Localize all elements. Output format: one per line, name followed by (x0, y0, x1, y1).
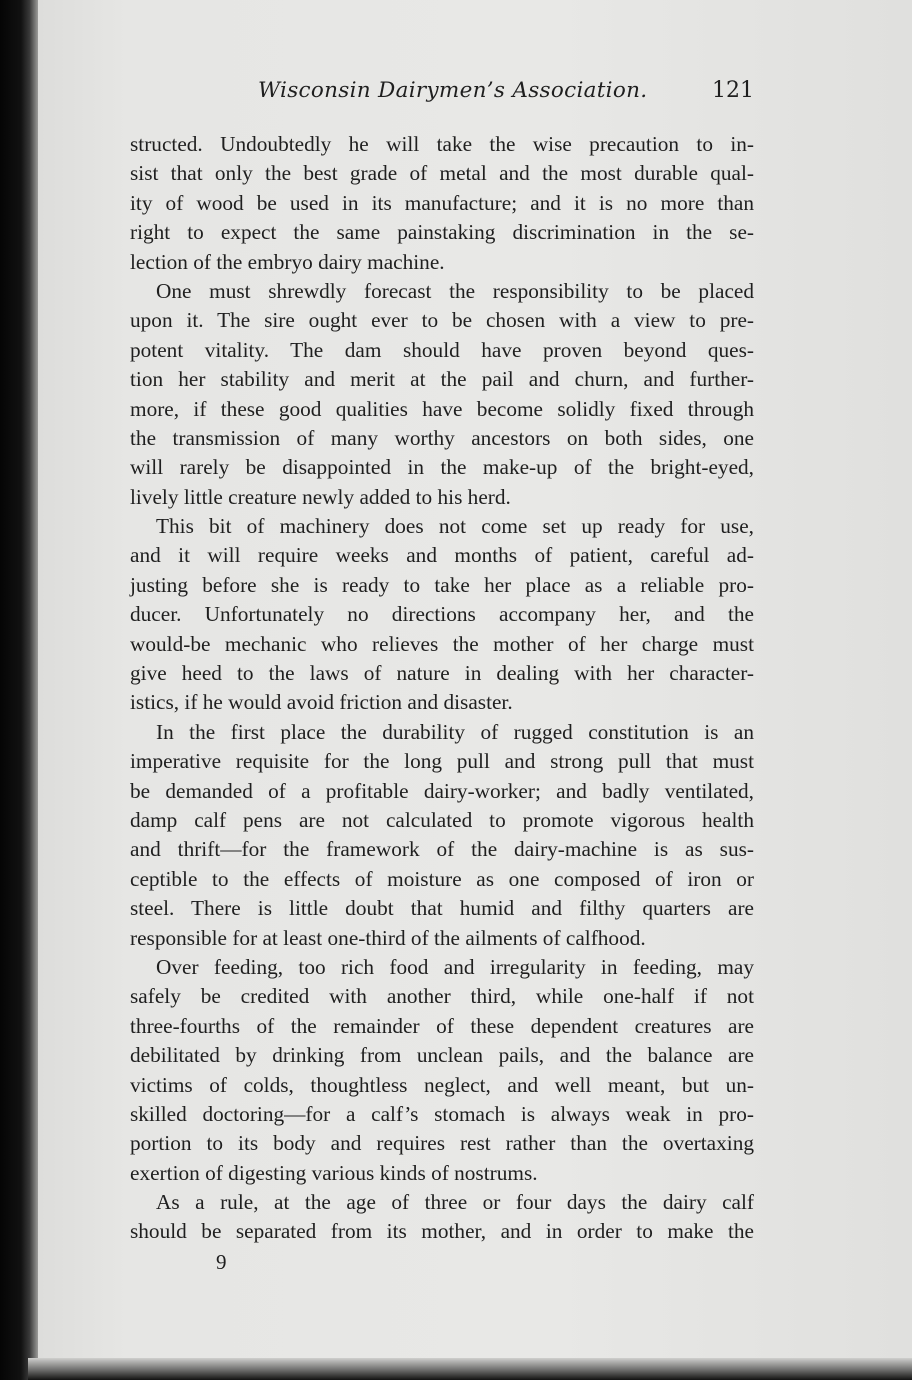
text-line: steel. There is little doubt that humid and filthy quarters are (130, 896, 754, 921)
text-line: lively little creature newly added to his herd. (130, 484, 511, 509)
text-line: upon it. The sire ought ever to be chosen with a view to pre- (130, 308, 754, 333)
text-line: give heed to the laws of nature in dealing with her character- (130, 661, 754, 686)
text-line: ceptible to the effects of moisture as one composed of iron or (130, 866, 754, 891)
page-bottom-edge (28, 1358, 912, 1380)
text-line: more, if these good qualities have become solidly fixed through (130, 396, 754, 421)
text-line: portion to its body and requires rest rather than the overtaxing (130, 1131, 754, 1156)
text-line: will rarely be disappointed in the make-up of the bright-eyed, (130, 455, 754, 480)
text-line: skilled doctoring—for a calf’s stomach is always weak in pro- (130, 1101, 754, 1126)
text-line: structed. Undoubtedly he will take the wise precaution to in- (130, 132, 754, 156)
text-line: debilitated by drinking from unclean pails, and the balance are (130, 1043, 754, 1068)
text-line: potent vitality. The dam should have proven beyond ques- (130, 337, 754, 362)
text-line: tion her stability and merit at the pail and churn, and further- (130, 367, 754, 392)
page-header (130, 78, 754, 112)
text-line: istics, if he would avoid friction and disaster. (130, 690, 513, 715)
text-line: justing before she is ready to take her place as a reliable pro- (130, 572, 754, 597)
text-line: be demanded of a profitable dairy-worker; and badly ventilated, (130, 778, 754, 803)
text-line: and thrift—for the framework of the dairy-machine is as sus- (130, 837, 754, 862)
text-line: As a rule, at the age of three or four days the dairy calf (156, 1190, 754, 1215)
text-line: exertion of digesting various kinds of nostrums. (130, 1160, 538, 1185)
text-line: imperative requisite for the long pull and strong pull that must (130, 749, 754, 774)
book-binding-edge (0, 0, 38, 1380)
text-line: and it will require weeks and months of patient, careful ad- (130, 543, 754, 568)
text-line: sist that only the best grade of metal and the most durable qual- (130, 161, 754, 186)
running-title: Wisconsin Dairymen’s Association. (258, 78, 648, 103)
body-text (130, 130, 754, 1247)
text-line: ity of wood be used in its manufacture; and it is no more than (130, 190, 754, 215)
text-line: would-be mechanic who relieves the mother of her charge must (130, 631, 754, 656)
text-line: Over feeding, too rich food and irregularity in feeding, may (156, 954, 754, 979)
text-line: should be separated from its mother, and in order to make the (130, 1219, 754, 1244)
text-line: responsible for at least one-third of the ailments of calfhood. (130, 925, 646, 950)
text-line: damp calf pens are not calculated to promote vigorous health (130, 807, 754, 832)
text-line: In the first place the durability of rugged constitution is an (156, 719, 754, 744)
text-line: three-fourths of the remainder of these dependent creatures are (130, 1013, 754, 1038)
page-number: 121 (712, 78, 754, 103)
text-line: ducer. Unfortunately no directions accompany her, and the (130, 602, 754, 627)
text-line: the transmission of many worthy ancestors on both sides, one (130, 425, 754, 450)
text-line: safely be credited with another third, while one-half if not (130, 984, 754, 1009)
text-line: One must shrewdly forecast the responsibility to be placed (156, 278, 754, 303)
text-line: right to expect the same painstaking discrimination in the se- (130, 220, 754, 245)
text-line: victims of colds, thoughtless neglect, and well meant, but un- (130, 1072, 754, 1097)
text-line: This bit of machinery does not come set up ready for use, (156, 514, 754, 539)
signature-mark: 9 (216, 1250, 227, 1274)
text-line: lection of the embryo dairy machine. (130, 249, 445, 274)
